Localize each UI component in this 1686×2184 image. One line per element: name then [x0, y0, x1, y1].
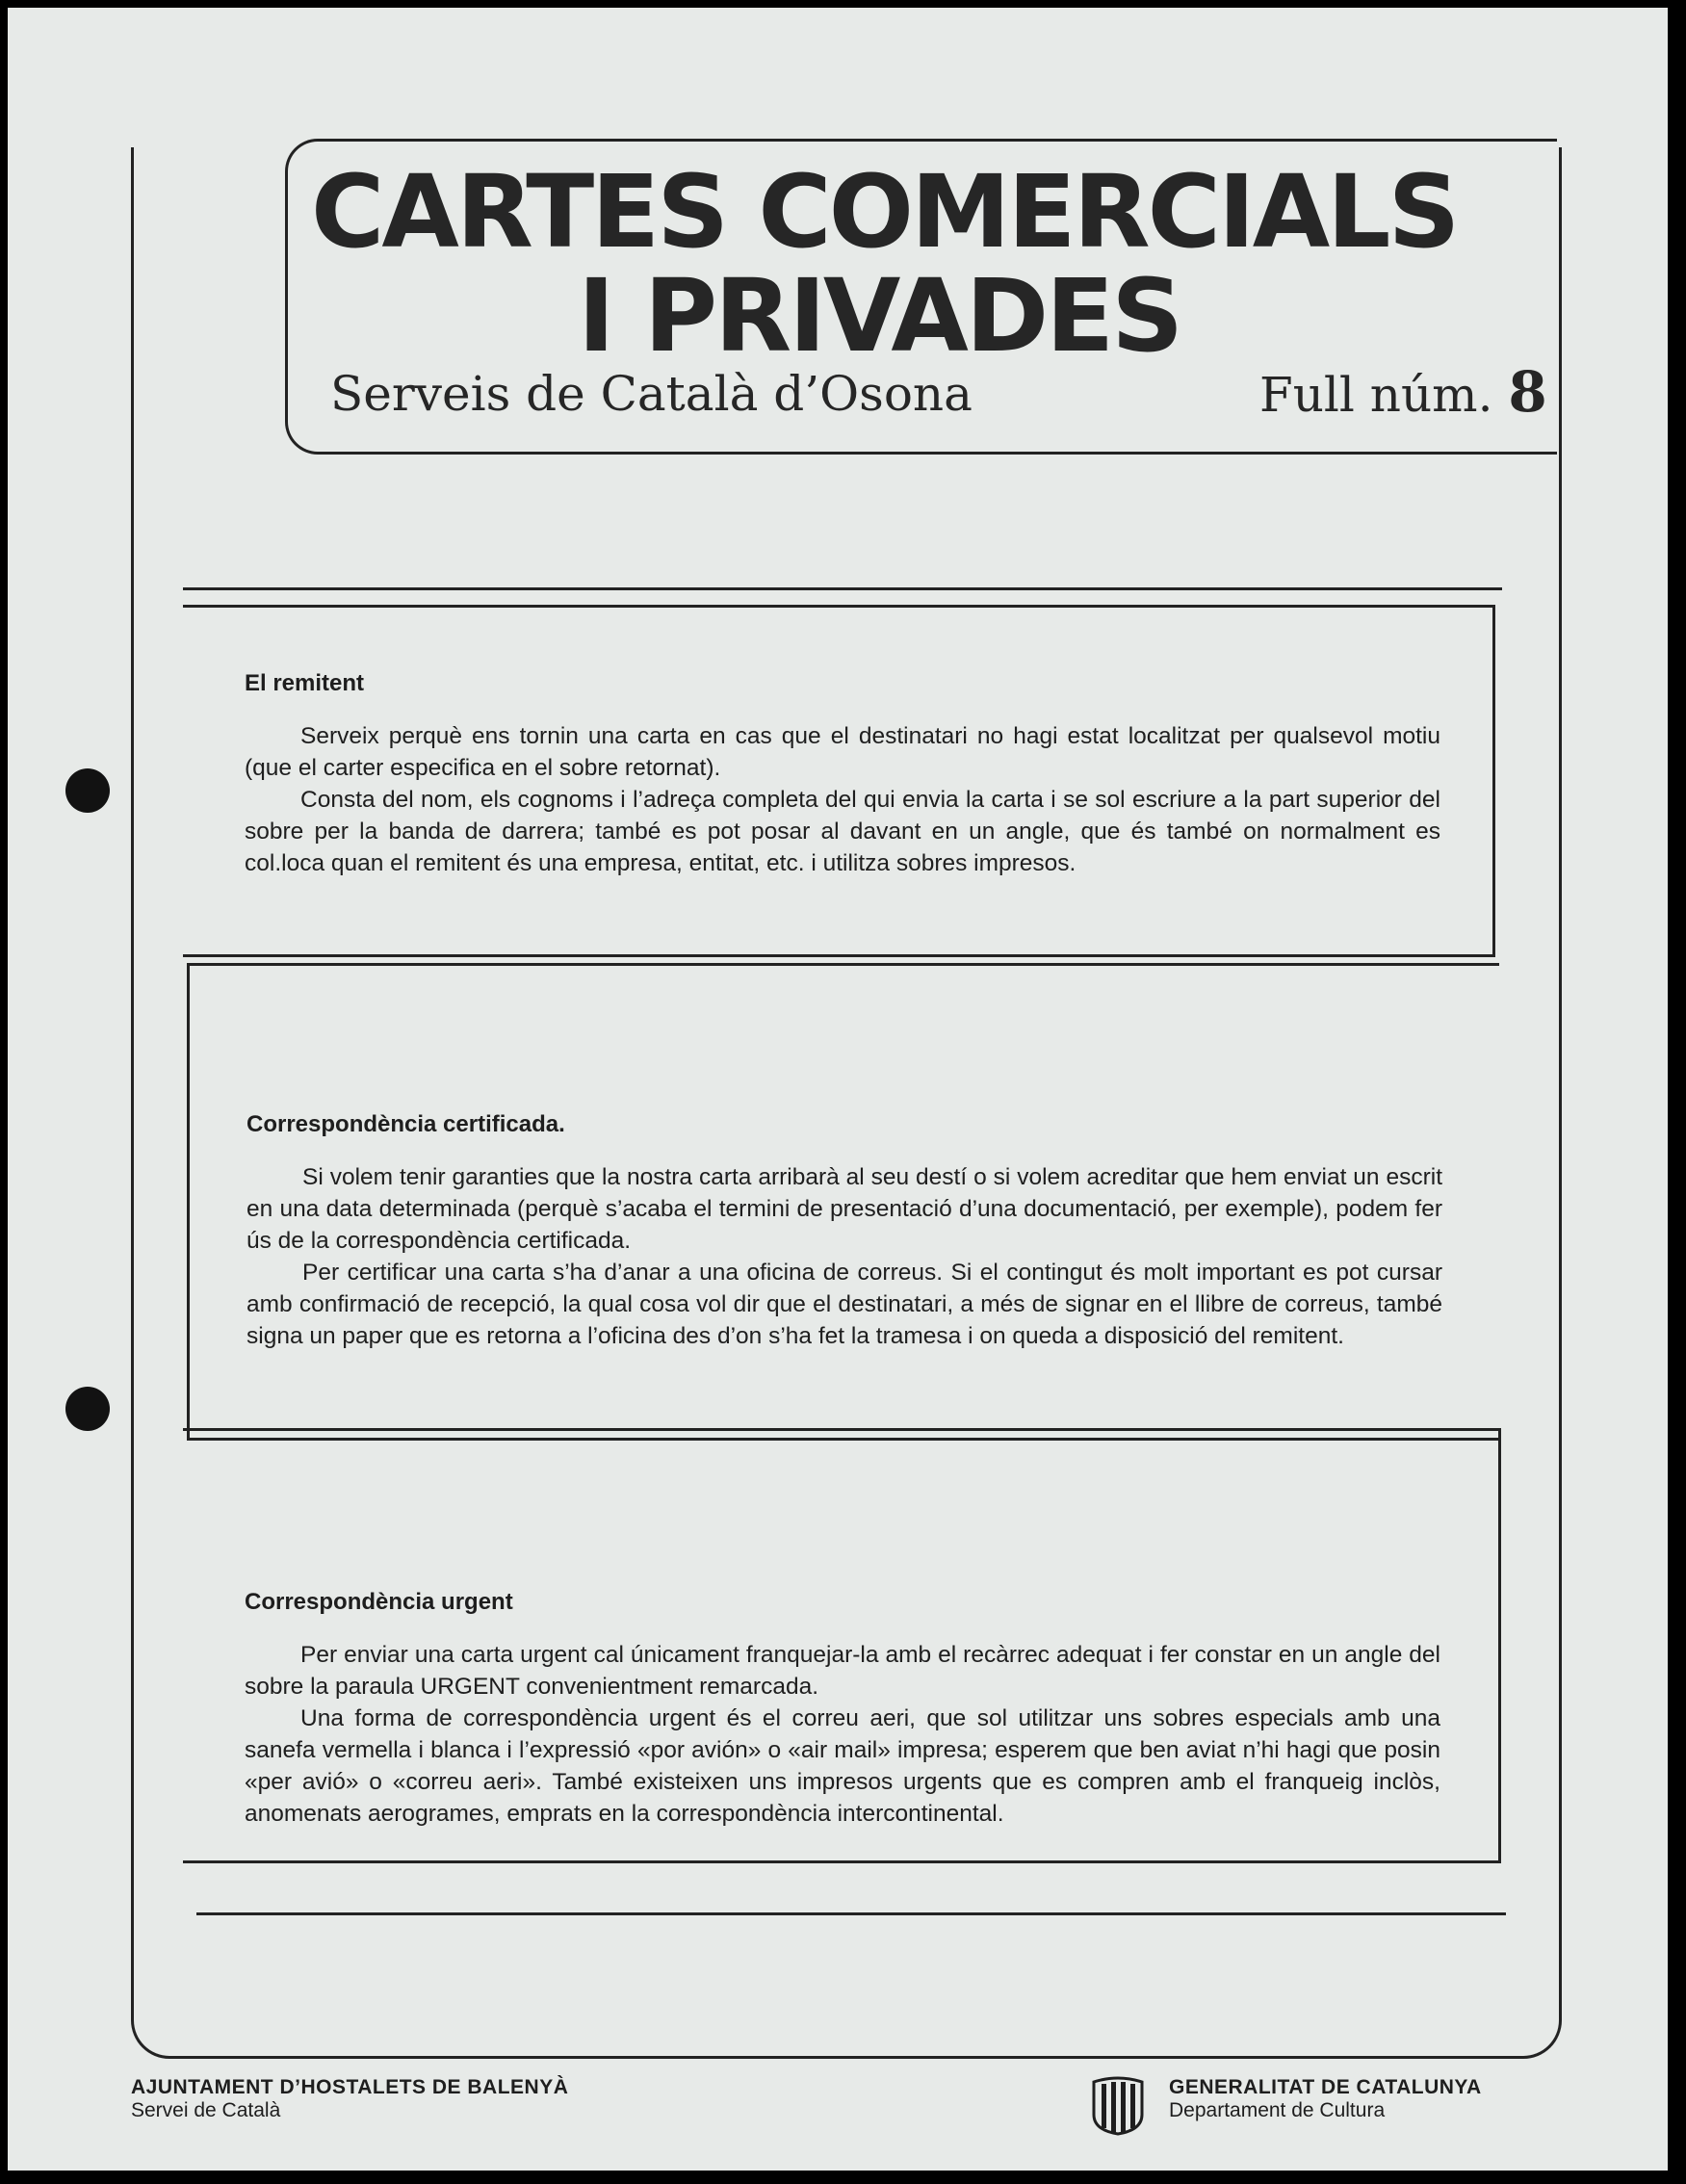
title-line-1: CARTES COMERCIALS [311, 153, 1458, 271]
footer-right [1169, 2076, 1482, 2122]
sheet-number-text: Full núm. [1259, 367, 1493, 423]
footer-left-subtitle: Servei de Català [131, 2099, 281, 2121]
paragraph-remitent-2: Consta del nom, els cognoms i l’adreça completa del qui envia la carta i se sol escriure a la part superior del sobre per la banda de darrera; també es pot posar al davant en un angle, que és també on normalment es col.loca quan el remitent és una empresa, entitat, etc. i utilitza sobres impresos. [245, 787, 1440, 876]
punch-hole-lower [65, 1387, 110, 1431]
sheet-number: 8 [1508, 359, 1547, 425]
footer-right-subtitle: Departament de Cultura [1169, 2099, 1386, 2121]
section-title-urgent: Correspondència urgent [245, 1589, 513, 1615]
section-title-certificada: Correspondència certificada. [246, 1111, 565, 1137]
header-rule [183, 587, 1502, 590]
paragraph-certificada-1: Si volem tenir garanties que la nostra carta arribarà al seu destí o si volem acreditar que hem enviat un escrit en una data determinada (perquè s’acaba el termini de presentació d’una documentació, per exemple), podem fer ús de la correspondència certificada. [246, 1164, 1442, 1254]
sheet-number-label [1259, 359, 1547, 425]
paragraph-urgent-2: Una forma de correspondència urgent és el correu aeri, que sol utilitzar uns sobres especials amb una sanefa vermella i blanca i l’expressió «por avión» o «air mail» impresa; esperem que ben aviat n’hi hagi que posin «per avió» o «correu aeri». També existeixen uns impresos urgents que es compren amb el franqueig inclòs, anomenats aerogrames, emprats en la correspondència intercontinental. [245, 1705, 1440, 1827]
generalitat-emblem-icon [1090, 2076, 1146, 2136]
document-page [8, 8, 1668, 2171]
paragraph-remitent-1: Serveix perquè ens tornin una carta en cas que el destinatari no hagi estat localitzat per qualsevol motiu (que el carter especifica en el sobre retornat). [245, 723, 1440, 781]
punch-hole-upper [65, 768, 110, 813]
section-title-remitent: El remitent [245, 670, 365, 696]
footer-left [131, 2076, 568, 2122]
title-line-2: I PRIVADES [578, 257, 1181, 375]
bottom-rule [196, 1912, 1506, 1915]
footer-right-title: GENERALITAT DE CATALUNYA [1169, 2076, 1482, 2098]
subtitle: Serveis de Català d’Osona [330, 366, 973, 422]
footer-left-title: AJUNTAMENT D’HOSTALETS DE BALENYÀ [131, 2076, 569, 2098]
paragraph-urgent-1: Per enviar una carta urgent cal únicament franquejar-la amb el recàrrec adequat i fer constar en un angle del sobre la paraula URGENT convenientment remarcada. [245, 1642, 1440, 1700]
paragraph-certificada-2: Per certificar una carta s’ha d’anar a una oficina de correus. Si el contingut és molt important es pot cursar amb confirmació de recepció, la qual cosa vol dir que el destinatari, a més de signar en el llibre de correus, també signa un paper que es retorna a l’oficina des d’on s’ha fet la tramesa i on queda a disposició del remitent. [246, 1260, 1442, 1349]
